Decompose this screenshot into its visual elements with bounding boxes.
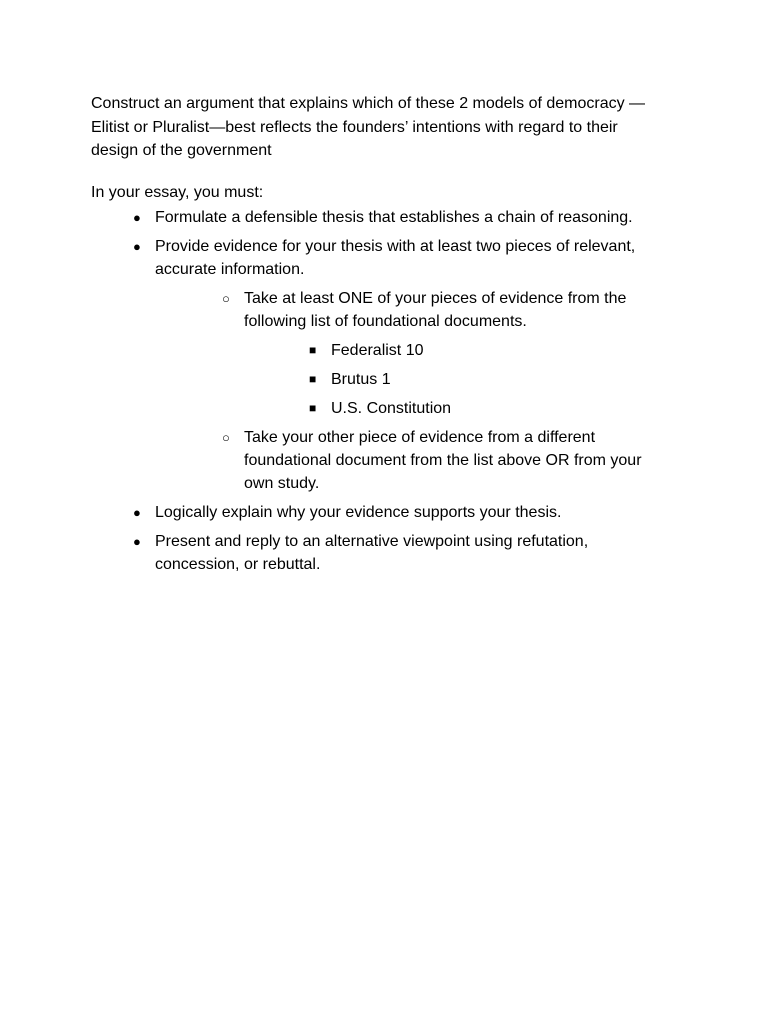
square-bullet-icon: ■ xyxy=(309,342,317,357)
square-bullet-icon: ■ xyxy=(309,371,317,386)
requirement-text: concession, or rebuttal. xyxy=(155,555,321,573)
requirement-item xyxy=(91,530,688,576)
document-item xyxy=(91,397,688,420)
document-item xyxy=(91,368,688,391)
requirement-text: Present and reply to an alternative viewpoint using refutation, xyxy=(155,532,589,550)
document-name: Federalist 10 xyxy=(331,341,424,359)
requirement-item xyxy=(91,206,688,229)
square-bullet-icon: ■ xyxy=(309,400,317,415)
prompt-line: Construct an argument that explains which of these 2 models of democracy — xyxy=(91,95,646,112)
requirement-text: accurate information. xyxy=(155,260,305,278)
requirement-item xyxy=(91,235,688,495)
requirement-text: Formulate a defensible thesis that establishes a chain of reasoning. xyxy=(155,208,633,226)
subitem-text: following list of foundational documents. xyxy=(244,312,527,330)
subitem-text: foundational document from the list above OR from your xyxy=(244,451,642,469)
filled-circle-bullet-icon: ● xyxy=(133,533,141,549)
hollow-circle-bullet-icon: ○ xyxy=(222,290,230,306)
requirement-text: Provide evidence for your thesis with at least two pieces of relevant, xyxy=(155,237,636,255)
filled-circle-bullet-icon: ● xyxy=(133,209,141,225)
document-name: Brutus 1 xyxy=(331,370,391,388)
subitem-text: Take at least ONE of your pieces of evidence from the xyxy=(244,289,627,307)
subitem-text: own study. xyxy=(244,474,320,492)
evidence-subitem xyxy=(91,287,688,420)
requirement-item xyxy=(91,501,688,524)
evidence-sublist xyxy=(155,287,688,495)
documents-list xyxy=(244,339,688,420)
evidence-subitem xyxy=(91,426,688,495)
prompt-line: Elitist or Pluralist—best reflects the founders’ intentions with regard to their xyxy=(91,118,618,136)
filled-circle-bullet-icon: ● xyxy=(133,504,141,520)
filled-circle-bullet-icon: ● xyxy=(133,238,141,254)
document-item xyxy=(91,339,688,362)
requirements-list xyxy=(91,206,688,576)
subitem-text: Take your other piece of evidence from a different xyxy=(244,428,596,446)
requirement-text: Logically explain why your evidence supports your thesis. xyxy=(155,503,562,521)
essay-prompt xyxy=(91,92,686,163)
document-name: U.S. Constitution xyxy=(331,399,452,417)
essay-intro: In your essay, you must: xyxy=(91,183,264,201)
prompt-line: design of the government xyxy=(91,142,272,159)
hollow-circle-bullet-icon: ○ xyxy=(222,429,230,445)
